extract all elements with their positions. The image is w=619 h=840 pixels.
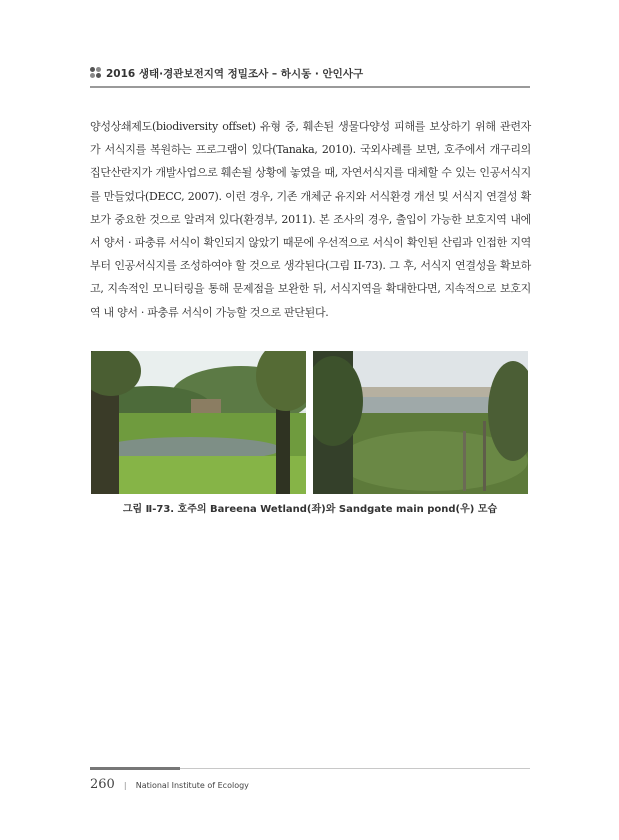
sandgate-main-pond-photo [313, 351, 528, 494]
footer-divider [180, 768, 530, 769]
footer-separator: | [123, 781, 127, 790]
footer-organization: National Institute of Ecology [135, 781, 249, 790]
footer-divider-accent [90, 767, 180, 770]
page-footer [90, 773, 249, 792]
header-divider [90, 86, 530, 88]
bullet-dots-icon [90, 67, 102, 79]
figure-caption: 그림 Ⅱ-73. 호주의 Bareena Wetland(좌)와 Sandgate main pond(우) 모습 [122, 504, 498, 515]
page-number: 260 [90, 777, 115, 792]
header-title: 2016 생태·경관보전지역 정밀조사 – 하시동 · 안인사구 [106, 68, 364, 80]
running-header [90, 64, 530, 84]
body-paragraph: 양성상쇄제도(biodiversity offset) 유형 중, 훼손된 생물다양성 피해를 보상하기 위해 관련자가 서식지를 복원하는 프로그램이 있다(Tanaka, 2010). 국외사례를 보면, 호주에서 개구리의 집단산란지가 개발사업으로 훼손될 상황에 놓였을 때, 자연서식지를 대체할 수 있는 인공서식지를 만들었다(DECC, 2007). 이런 경우, 기존 개체군 유지와 서식환경 개선 및 서식지 연결성 확보가 중요한 것으로 알려져 있다(환경부, 2011). 본 조사의 경우, 출입이 가능한 보호지역 내에서 양서 · 파충류 서식이 확인되지 않았기 때문에 우선적으로 서식이 확인된 산림과 인접한 지역부터 인공서식지를 조성하여야 할 것으로 생각된다(그림 II-73). 그 후, 서식지 연결성을 확보하고, 지속적인 모니터링을 통해 문제점을 보완한 뒤, 서식지역을 확대한다면, 지속적으로 보호지역 내 양서 · 파충류 서식이 가능할 것으로 판단된다. [90, 120, 531, 319]
bareena-wetland-photo [91, 351, 306, 494]
